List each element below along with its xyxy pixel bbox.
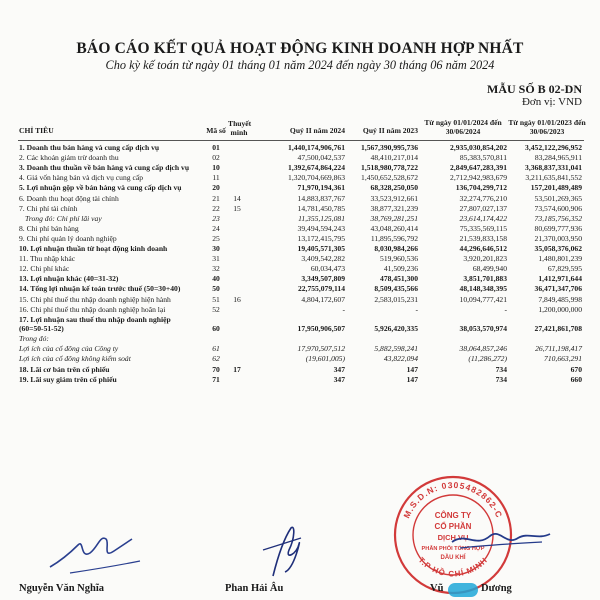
chief-accountant-name: Phan Hải Âu [225,583,284,594]
row-ytd-2024: 3,851,701,883 [463,274,507,284]
table-row [0,214,600,224]
row-ytd-2024: 85,383,570,811 [459,153,507,163]
row-q2-2024: 14,883,837,767 [297,193,345,203]
row-ytd-2024: 23,614,174,422 [459,213,507,223]
row-ytd-2024: 75,335,569,115 [459,223,507,233]
row-q2-2023: 1,518,980,778,722 [361,163,418,173]
table-row [0,274,600,284]
row-ytd-2023: 26,711,198,417 [535,344,582,354]
row-label: 10. Lợi nhuận thuần từ hoạt động kinh doanh [19,244,168,253]
row-q2-2024: 4,804,172,607 [301,294,345,304]
row-ytd-2024: 734 [495,364,507,374]
table-row [0,295,600,305]
row-ytd-2024: 2,849,647,283,391 [450,163,507,173]
row-q2-2024: 47,500,042,537 [297,153,345,163]
row-code: 71 [212,374,220,384]
col-header-code: Mã số [206,126,226,135]
row-label: 1. Doanh thu bán hàng và cung cấp dịch vụ [19,143,160,152]
table-row [0,234,600,244]
row-code: 31 [212,254,220,264]
row-label: Lợi ích của cổ đông của Công ty [19,344,119,354]
row-label: 19. Lãi suy giảm trên cổ phiếu [19,374,117,384]
row-label: 4. Giá vốn hàng bán và dịch vụ cung cấp [19,173,143,183]
row-ytd-2023: 1,412,971,644 [538,274,582,284]
svg-text:CỔ PHẦN: CỔ PHẦN [434,522,472,531]
table-row [0,334,600,344]
row-code: 62 [212,354,220,364]
row-label: 5. Lợi nhuận gộp về bán hàng và cung cấp dịch vụ [19,183,182,193]
col-header-q2-2023: Quý II năm 2023 [362,126,418,135]
row-ytd-2023: 3,368,837,331,041 [525,163,582,173]
preparer-signature [40,515,150,580]
row-q2-2024: (19,601,005) [305,354,345,364]
row-code: 24 [212,223,220,233]
row-q2-2024: 3,349,507,809 [301,274,345,284]
row-code: 25 [212,233,220,243]
row-q2-2023: 43,048,260,414 [370,223,418,233]
row-q2-2024: 347 [333,374,345,384]
row-q2-2024: 11,355,125,081 [298,213,345,223]
row-ytd-2024: 3,920,201,823 [463,254,507,264]
svg-text:T.P HỒ CHÍ MINH: T.P HỒ CHÍ MINH [416,555,490,579]
row-q2-2024: 22,755,079,114 [297,284,345,294]
row-q2-2024: 39,494,594,243 [297,223,345,233]
table-row [0,204,600,214]
director-name-prefix: Vũ [430,583,444,594]
table-row [0,354,600,364]
row-label: 9. Chi phí quản lý doanh nghiệp [19,233,117,243]
row-q2-2024: 60,034,473 [310,264,345,274]
row-ytd-2023: 36,471,347,706 [534,284,582,294]
row-q2-2023: 519,960,536 [380,254,418,264]
row-ytd-2024: 68,499,940 [472,264,507,274]
row-q2-2023: 33,523,912,661 [370,193,418,203]
row-ytd-2023: 7,849,485,998 [538,294,582,304]
row-label: 12. Chi phí khác [19,264,70,274]
row-q2-2023: 2,583,015,231 [374,294,418,304]
row-ytd-2023: 670 [570,364,582,374]
row-ytd-2024: 27,807,027,137 [459,203,507,213]
table-row [0,183,600,193]
row-label: 17. Lợi nhuận sau thuế thu nhập doanh nghiệp (60=50-51-52) [19,314,171,333]
row-label: 16. Chi phí thuế thu nhập doanh nghiệp hoãn lại [19,304,166,314]
row-q2-2023: 8,509,435,566 [374,284,418,294]
row-code: 60 [212,323,220,333]
header-divider [18,140,584,141]
row-code: 21 [212,193,220,203]
row-ytd-2023: 710,663,291 [544,354,582,364]
row-code: 70 [212,364,220,374]
row-ytd-2024: (11,286,272) [468,354,507,364]
preparer-name: Nguyễn Văn Nghĩa [19,583,104,594]
row-ytd-2023: 35,058,376,062 [534,244,582,253]
row-ytd-2023: 157,201,489,489 [530,183,582,193]
currency-unit: Đơn vị: VND [521,96,582,108]
svg-text:PHÂN PHỐI TỔNG HỢP: PHÂN PHỐI TỔNG HỢP [421,546,485,552]
row-q2-2024: 1,440,174,906,761 [288,143,345,152]
row-q2-2024: 17,970,507,512 [297,344,345,354]
row-q2-2024: 13,172,415,795 [297,233,345,243]
row-q2-2024: 17,950,906,507 [297,323,345,333]
row-code: 50 [212,284,220,294]
row-label: 2. Các khoản giảm trừ doanh thu [19,153,119,163]
row-ytd-2024: 21,539,833,158 [459,233,507,243]
row-ytd-2023: 1,480,801,239 [538,254,582,264]
svg-text:DỊCH VỤ: DỊCH VỤ [437,533,469,542]
row-note: 16 [233,294,241,304]
svg-text:M.S.D.N: 0305482862-C: M.S.D.N: 0305482862-C [401,479,505,520]
table-row [0,163,600,173]
form-number: MẪU SỐ B 02-DN [487,82,582,96]
row-code: 30 [212,244,220,253]
row-code: 22 [212,203,220,213]
row-label: 6. Doanh thu hoạt động tài chính [19,193,119,203]
row-ytd-2023: 3,211,635,841,552 [525,173,582,183]
row-label: 3. Doanh thu thuần về bán hàng và cung cấp dịch vụ [19,163,190,173]
col-header-note: Thuyết minh [228,119,252,137]
row-ytd-2023: 80,699,777,936 [534,223,582,233]
table-row [0,375,600,385]
row-code: 23 [212,213,220,223]
row-code: 61 [212,344,220,354]
row-ytd-2024: - [504,304,507,314]
table-row [0,173,600,183]
row-q2-2024: 3,409,542,282 [301,254,345,264]
row-q2-2023: 8,030,984,266 [374,244,418,253]
row-label: Trong đó: [19,334,49,344]
table-row [0,365,600,375]
table-row [0,264,600,274]
row-q2-2023: 1,567,390,995,736 [361,143,418,152]
row-ytd-2023: 27,421,861,708 [534,323,582,333]
row-label: 8. Chi phí bán hàng [19,223,79,233]
row-ytd-2024: 734 [495,374,507,384]
row-q2-2023: 147 [406,374,418,384]
row-ytd-2024: 32,274,776,210 [459,193,507,203]
row-q2-2023: 38,877,321,239 [370,203,418,213]
row-q2-2023: 38,769,281,251 [370,213,418,223]
row-q2-2024: 1,392,674,864,224 [288,163,345,173]
table-row [0,244,600,254]
row-ytd-2024: 48,148,348,395 [459,284,507,294]
table-row [0,143,600,153]
table-row [0,254,600,264]
row-code: 52 [212,304,220,314]
row-code: 02 [212,153,220,163]
row-ytd-2024: 2,935,030,854,202 [450,143,507,152]
row-ytd-2024: 10,094,777,421 [459,294,507,304]
row-code: 10 [212,163,220,173]
row-q2-2023: 147 [406,364,418,374]
row-q2-2023: 5,926,420,335 [374,323,418,333]
row-label: Trong đó: Chi phí lãi vay [25,213,102,223]
row-ytd-2023: 660 [570,374,582,384]
report-title: BÁO CÁO KẾT QUẢ HOẠT ĐỘNG KINH DOANH HỢP NHẤT [76,40,524,57]
row-q2-2023: 11,895,596,792 [370,233,418,243]
row-q2-2023: 68,328,250,050 [370,183,418,193]
row-ytd-2024: 44,296,646,512 [459,244,507,253]
row-q2-2023: 43,822,094 [383,354,418,364]
row-ytd-2024: 136,704,299,712 [455,183,507,193]
row-note: 14 [233,193,241,203]
redaction-blot [448,583,478,597]
table-row [0,224,600,234]
row-q2-2023: 48,410,217,014 [370,153,418,163]
row-ytd-2023: 3,452,122,296,952 [525,143,582,152]
director-name-suffix: Dương [481,583,512,594]
row-q2-2023: 41,509,236 [383,264,418,274]
row-q2-2023: - [415,304,418,314]
row-code: 20 [212,183,220,193]
row-q2-2024: - [342,304,345,314]
row-label: 11. Thu nhập khác [19,254,76,264]
row-q2-2023: 5,882,598,241 [374,344,418,354]
row-q2-2024: 14,781,450,785 [297,203,345,213]
col-header-q2-2024: Quý II năm 2024 [289,126,345,135]
row-ytd-2024: 38,064,857,246 [459,344,507,354]
row-label: 7. Chi phí tài chính [19,203,78,213]
row-code: 32 [212,264,220,274]
chief-accountant-signature [255,520,315,582]
row-ytd-2023: 1,200,000,000 [538,304,582,314]
row-ytd-2023: 21,370,003,950 [534,233,582,243]
row-q2-2024: 1,320,704,669,863 [288,173,345,183]
row-code: 01 [212,143,220,152]
row-ytd-2023: 67,829,595 [547,264,582,274]
table-row [0,305,600,315]
row-code: 51 [212,294,220,304]
report-period: Cho kỳ kế toán từ ngày 01 tháng 01 năm 2024 đến ngày 30 tháng 06 năm 2024 [105,58,495,72]
table-row [0,284,600,294]
row-ytd-2023: 83,284,965,911 [534,153,582,163]
row-ytd-2023: 73,185,756,352 [534,213,582,223]
svg-text:CÔNG TY: CÔNG TY [434,511,472,520]
row-q2-2024: 71,970,194,361 [297,183,345,193]
col-header-item: CHỈ TIÊU [19,126,54,135]
table-row [0,315,600,335]
row-q2-2024: 347 [333,364,345,374]
row-label: 14. Tổng lợi nhuận kế toán trước thuế (50=30+40) [19,284,181,294]
row-code: 40 [212,274,220,284]
row-code: 11 [212,173,220,183]
row-label: Lợi ích của cổ đông không kiểm soát [19,354,131,364]
table-row [0,194,600,204]
table-row [0,344,600,354]
row-ytd-2024: 38,053,570,974 [459,323,507,333]
col-header-ytd-2024: Từ ngày 01/01/2024 đến 30/06/2024 [424,118,502,136]
col-header-ytd-2023: Từ ngày 01/01/2023 đến 30/06/2023 [508,118,586,136]
row-q2-2024: 19,405,571,305 [297,244,345,253]
row-note: 15 [233,203,241,213]
row-label: 13. Lợi nhuận khác (40=31-32) [19,274,119,284]
row-ytd-2023: 73,574,600,906 [534,203,582,213]
row-label: 18. Lãi cơ bản trên cổ phiếu [19,364,110,374]
row-note: 17 [233,364,241,374]
table-row [0,153,600,163]
svg-text:DẦU KHÍ: DẦU KHÍ [440,555,466,561]
row-ytd-2023: 53,501,269,365 [534,193,582,203]
row-ytd-2024: 2,712,942,983,679 [450,173,507,183]
row-label: 15. Chi phí thuế thu nhập doanh nghiệp hiện hành [19,294,171,304]
row-q2-2023: 1,450,652,528,672 [361,173,418,183]
row-q2-2023: 478,451,300 [380,274,418,284]
director-signature [446,512,556,562]
